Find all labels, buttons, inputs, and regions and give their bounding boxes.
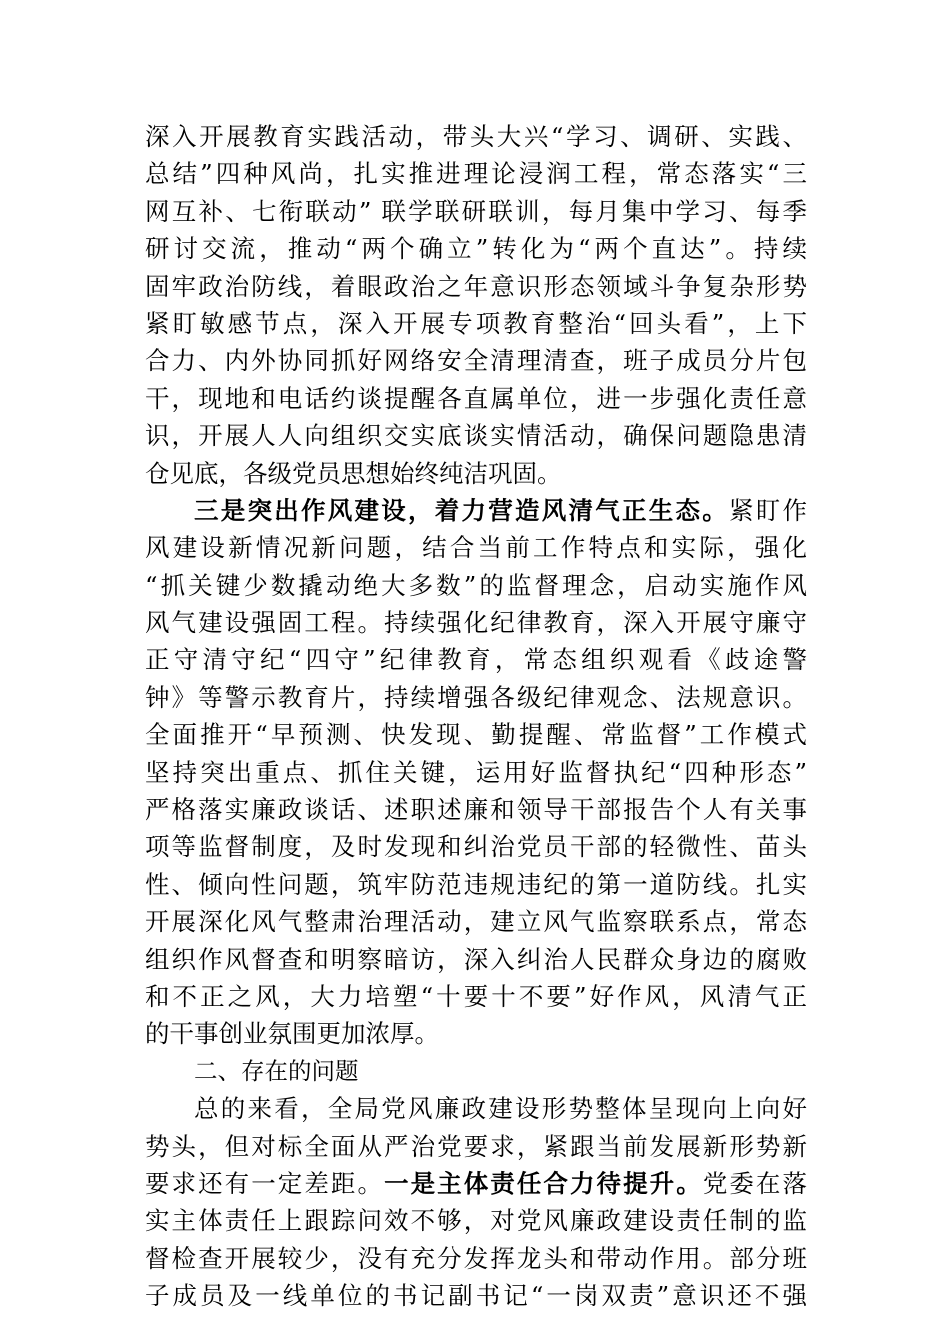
text-line: 合力、内外协同抓好网络安全清理清查，班子成员分片包 [145, 346, 807, 376]
text-line: 子成员及一线单位的书记副书记“一岗双责”意识还不强 [145, 1281, 807, 1311]
text-line: 总结”四种风尚，扎实推进理论浸润工程，常态落实“三 [145, 159, 807, 189]
text-line: 开展深化风气整肃治理活动，建立风气监察联系点，常态 [145, 907, 807, 937]
text-line: 深入开展教育实践活动，带头大兴“学习、调研、实践、 [145, 122, 807, 151]
text-line: 督检查开展较少，没有充分发挥龙头和带动作用。部分班 [145, 1243, 807, 1273]
text-line: 组织作风督查和明察暗访，深入纠治人民群众身边的腐败 [145, 944, 807, 974]
text-line: 风气建设强固工程。持续强化纪律教育，深入开展守廉守 [145, 608, 807, 638]
paragraph-first-line: 总的来看，全局党风廉政建设形势整体呈现向上向好 [194, 1094, 807, 1124]
text-line: 和不正之风，大力培塑“十要十不要”好作风，风清气正 [145, 981, 807, 1011]
bold-lead-sentence: 一是主体责任合力待提升。 [384, 1168, 703, 1198]
text-line: “抓关键少数撬动绝大多数”的监督理念，启动实施作风 [145, 570, 807, 600]
paragraph-work-style [145, 492, 807, 1053]
text-line: 风建设新情况新问题，结合当前工作特点和实际，强化 [145, 533, 807, 563]
text-line: 项等监督制度，及时发现和纠治党员干部的轻微性、苗头 [145, 832, 807, 862]
text-line: 实主体责任上跟踪问效不够，对党风廉政建设责任制的监 [145, 1206, 807, 1236]
text-line: 固牢政治防线，着眼政治之年意识形态领域斗争复杂形势 [145, 271, 807, 301]
paragraph-problems [145, 1090, 807, 1314]
text-run: 党委在落 [702, 1168, 807, 1198]
text-line: 坚持突出重点、抓住关键，运用好监督执纪“四种形态” [145, 757, 807, 787]
text-line: 性、倾向性问题，筑牢防范违规违纪的第一道防线。扎实 [145, 869, 807, 899]
text-run: 紧盯作 [729, 495, 807, 525]
document-page [145, 118, 807, 1315]
text-line: 的干事创业氛围更加浓厚。 [145, 1019, 439, 1049]
text-line: 干，现地和电话约谈提醒各直属单位，进一步强化责任意 [145, 383, 807, 413]
text-line: 识，开展人人向组织交实底谈实情活动，确保问题隐患清 [145, 421, 807, 451]
paragraph-first-line [145, 492, 807, 529]
text-line: 势头，但对标全面从严治党要求，紧跟当前发展新形势新 [145, 1131, 807, 1161]
text-line: 正守清守纪“四守”纪律教育，常态组织观看《歧途警 [145, 645, 807, 675]
text-line: 钟》等警示教育片，持续增强各级纪律观念、法规意识。 [145, 682, 807, 712]
section-heading: 二、存在的问题 [194, 1056, 359, 1085]
text-line: 紧盯敏感节点，深入开展专项教育整治“回头看”，上下 [145, 308, 807, 338]
paragraph-ideology [145, 118, 807, 492]
text-line: 网互补、七衔联动” 联学联研联训，每月集中学习、每季 [145, 196, 807, 226]
text-run: 要求还有一定差距。 [145, 1168, 385, 1198]
text-line: 全面推开“早预测、快发现、勤提醒、常监督”工作模式 [145, 720, 807, 750]
text-line: 研讨交流，推动“两个确立”转化为“两个直达”。持续 [145, 234, 807, 264]
text-line: 严格落实廉政谈话、述职述廉和领导干部报告个人有关事 [145, 795, 807, 825]
text-line: 仓见底，各级党员思想始终纯洁巩固。 [145, 458, 562, 488]
bold-lead-sentence: 三是突出作风建设，着力营造风清气正生态。 [194, 495, 729, 525]
text-line-mixed [145, 1165, 807, 1202]
